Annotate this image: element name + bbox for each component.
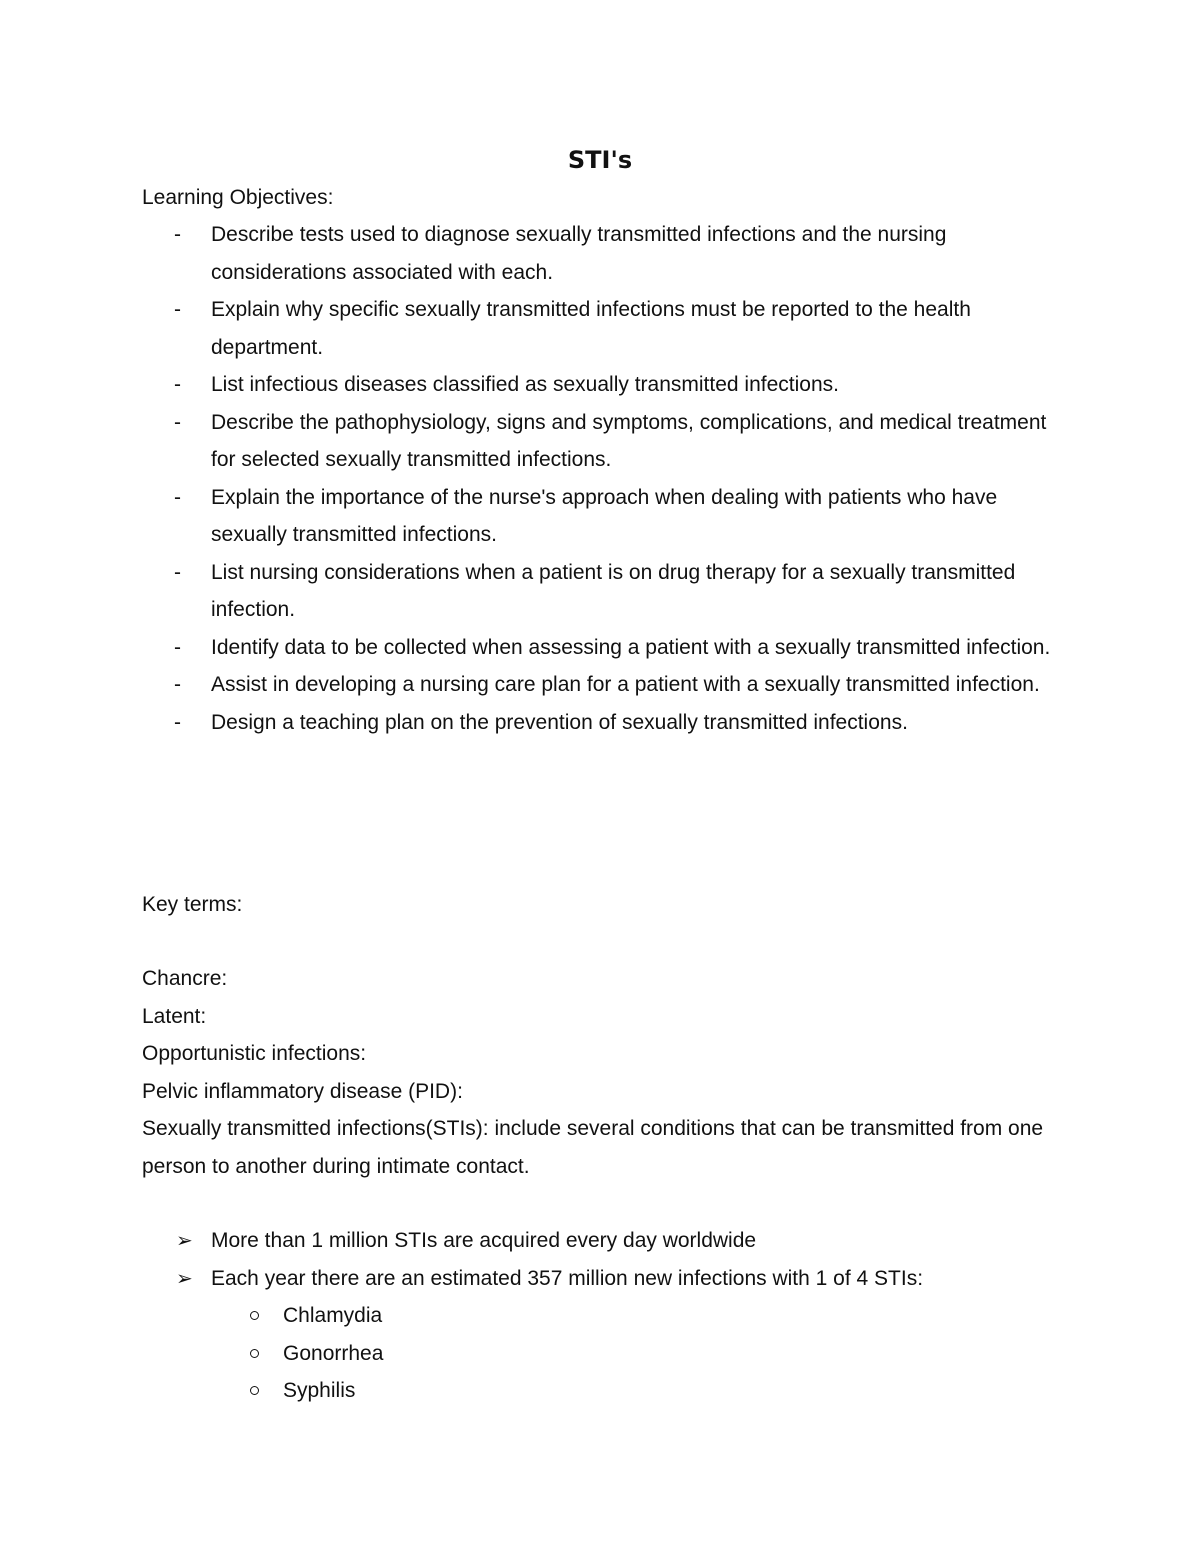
key-term-item: Pelvic inflammatory disease (PID): xyxy=(142,1079,463,1103)
dash-bullet-icon: - xyxy=(174,223,181,246)
objective-text: List nursing considerations when a patient is on drug therapy for a sexually transmitted infection. xyxy=(211,560,1016,621)
objective-item xyxy=(142,629,1062,667)
key-term-item: Chancre: xyxy=(142,967,228,990)
objective-item xyxy=(142,291,1062,366)
objective-text: Describe tests used to diagnose sexually transmitted infections and the nursing considerations associated with each. xyxy=(211,223,947,284)
sti-item xyxy=(142,1297,1052,1335)
fact-text: More than 1 million STIs are acquired every day worldwide xyxy=(211,1229,757,1252)
dash-bullet-icon: - xyxy=(174,373,181,396)
objective-item xyxy=(142,404,1062,479)
sti-item xyxy=(142,1372,1052,1410)
learning-objectives-list xyxy=(142,216,1062,741)
circle-bullet-icon xyxy=(250,1386,259,1395)
objective-item xyxy=(142,704,1062,742)
document-title: STI's xyxy=(567,146,633,174)
fact-item xyxy=(142,1260,1052,1298)
objective-item xyxy=(142,666,1062,704)
fact-item xyxy=(142,1222,1052,1260)
objective-item xyxy=(142,366,1062,404)
key-term-item: Sexually transmitted infections(STIs): include several conditions that can be transmitted from one person to another during intimate contact. xyxy=(142,1117,1044,1178)
objective-text: Explain the importance of the nurse's approach when dealing with patients who have sexually transmitted infections. xyxy=(211,485,998,546)
objective-text: Assist in developing a nursing care plan for a patient with a sexually transmitted infection. xyxy=(211,673,1040,696)
arrow-bullet-icon: ➢ xyxy=(176,1265,193,1290)
objective-text: List infectious diseases classified as sexually transmitted infections. xyxy=(211,373,839,396)
objective-item xyxy=(142,479,1062,554)
objective-text: Identify data to be collected when assessing a patient with a sexually transmitted infection. xyxy=(211,635,1051,659)
sti-list xyxy=(142,1297,1052,1410)
key-term-item: Latent: xyxy=(142,1004,207,1028)
sti-name: Chlamydia xyxy=(283,1304,383,1327)
sti-item xyxy=(142,1335,1052,1373)
dash-bullet-icon: - xyxy=(174,410,181,434)
circle-bullet-icon xyxy=(250,1349,259,1358)
sti-name: Syphilis xyxy=(283,1379,356,1402)
objective-text: Explain why specific sexually transmitted infections must be reported to the health department. xyxy=(211,298,971,359)
arrow-bullet-icon: ➢ xyxy=(176,1228,193,1252)
key-term-item: Opportunistic infections: xyxy=(142,1042,367,1065)
dash-bullet-icon: - xyxy=(174,673,181,696)
learning-objectives-heading: Learning Objectives: xyxy=(142,186,334,209)
dash-bullet-icon: - xyxy=(174,298,181,321)
circle-bullet-icon xyxy=(250,1311,259,1320)
sti-name: Gonorrhea xyxy=(283,1341,384,1365)
dash-bullet-icon: - xyxy=(174,485,181,509)
facts-list xyxy=(142,1222,1052,1297)
dash-bullet-icon: - xyxy=(174,710,181,734)
objective-item xyxy=(142,554,1062,629)
dash-bullet-icon: - xyxy=(174,635,181,659)
objective-text: Design a teaching plan on the prevention of sexually transmitted infections. xyxy=(211,710,908,734)
key-terms-list xyxy=(142,960,1052,1185)
fact-text: Each year there are an estimated 357 million new infections with 1 of 4 STIs: xyxy=(211,1266,924,1290)
key-terms-heading: Key terms: xyxy=(142,893,243,916)
objective-item xyxy=(142,216,1062,291)
objective-text: Describe the pathophysiology, signs and symptoms, complications, and medical treatment for selected sexually transmitted infections. xyxy=(211,410,1047,471)
dash-bullet-icon: - xyxy=(174,560,181,584)
